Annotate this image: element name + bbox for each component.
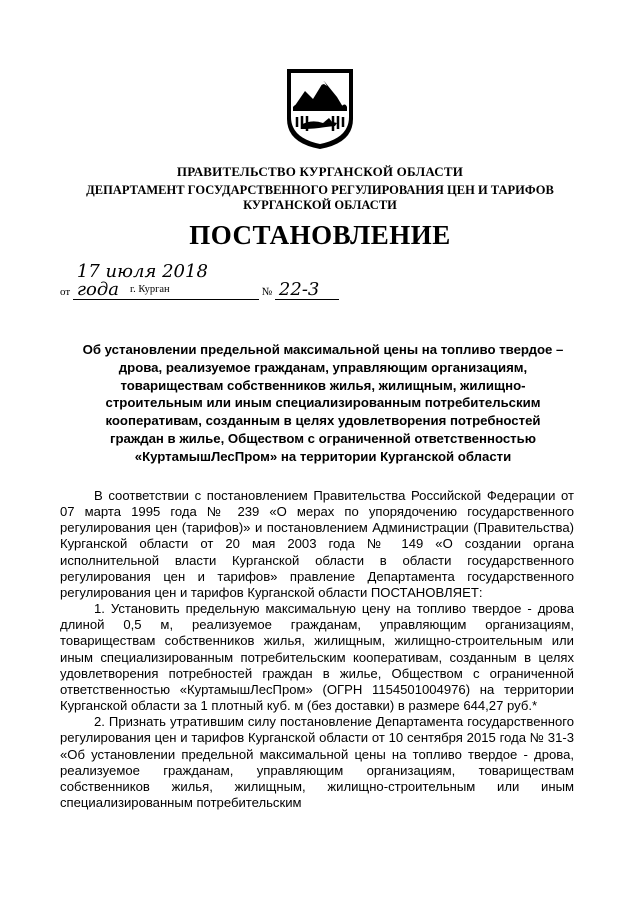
document-body <box>60 488 574 811</box>
item-2-paragraph: 2. Признать утратившим силу постановление Департамента государственного регулирования цен и тарифов Курганской области от 10 сентября 2015 года № 31-3 «Об установлении предельной максимальной цены на топливо твердое - дрова, реализуемое гражданам, управляющим организациям, товариществам собственников жилья, жилищным, жилищно-строительным или иным специализированным потребительским <box>60 714 574 810</box>
government-name: ПРАВИТЕЛЬСТВО КУРГАНСКОЙ ОБЛАСТИ <box>176 164 464 179</box>
department-name-line2: КУРГАНСКОЙ ОБЛАСТИ <box>243 198 397 212</box>
department-name-line1: ДЕПАРТАМЕНТ ГОСУДАРСТВЕННОГО РЕГУЛИРОВАНИЯ ЦЕН И ТАРИФОВ <box>86 183 554 197</box>
document-title: ПОСТАНОВЛЕНИЕ <box>189 220 451 250</box>
document-subject: Об установлении предельной максимальной цены на топливо твердое – дрова, реализуемое гражданам, управляющим организациям, товариществам собственников жилья, жилищным, жилищно-строительным или иным специализированным потребительским кооперативам, созданным в целях удовлетворения потребностей граждан в жилье, Обществом с ограниченной ответственностью «КуртамышЛесПром» на территории Курганской области <box>82 342 564 464</box>
handwritten-date: 17 июля 2018 года <box>73 263 259 300</box>
date-from-label: от <box>60 286 71 298</box>
preamble-paragraph: В соответствии с постановлением Правительства Российской Федерации от 07 марта 1995 года № 239 «О мерах по упорядочению государственного регулирования цен (тарифов)» и постановлением Администрации (Правительства) Курганской области от 20 мая 2003 года № 149 «О создании органа исполнительной власти Курганской области в области государственного регулирования цен и тарифов» правление Департамента государственного регулирования цен и тарифов Курганской области ПОСТАНОВЛЯЕТ: <box>60 488 574 600</box>
item-1-paragraph: 1. Установить предельную максимальную цену на топливо твердое - дрова длиной 0,5 м, реализуемое гражданам, управляющим организациям, товариществам собственников жилья, жилищным, жилищно-строительным или иным специализированным потребительским кооперативам, созданным в целях удовлетворения потребностей граждан в жилье, Обществом с ограниченной ответственностью «КуртамышЛесПром» (ОГРН 1154501004976) на территории Курганской области за 1 плотный куб. м (без доставки) в размере 644,27 руб.* <box>60 601 574 714</box>
number-label: № <box>261 286 273 298</box>
dateline <box>60 263 339 300</box>
coat-of-arms-icon <box>285 67 355 151</box>
city: г. Курган <box>130 284 170 295</box>
handwritten-number: 22-3 <box>275 281 339 300</box>
